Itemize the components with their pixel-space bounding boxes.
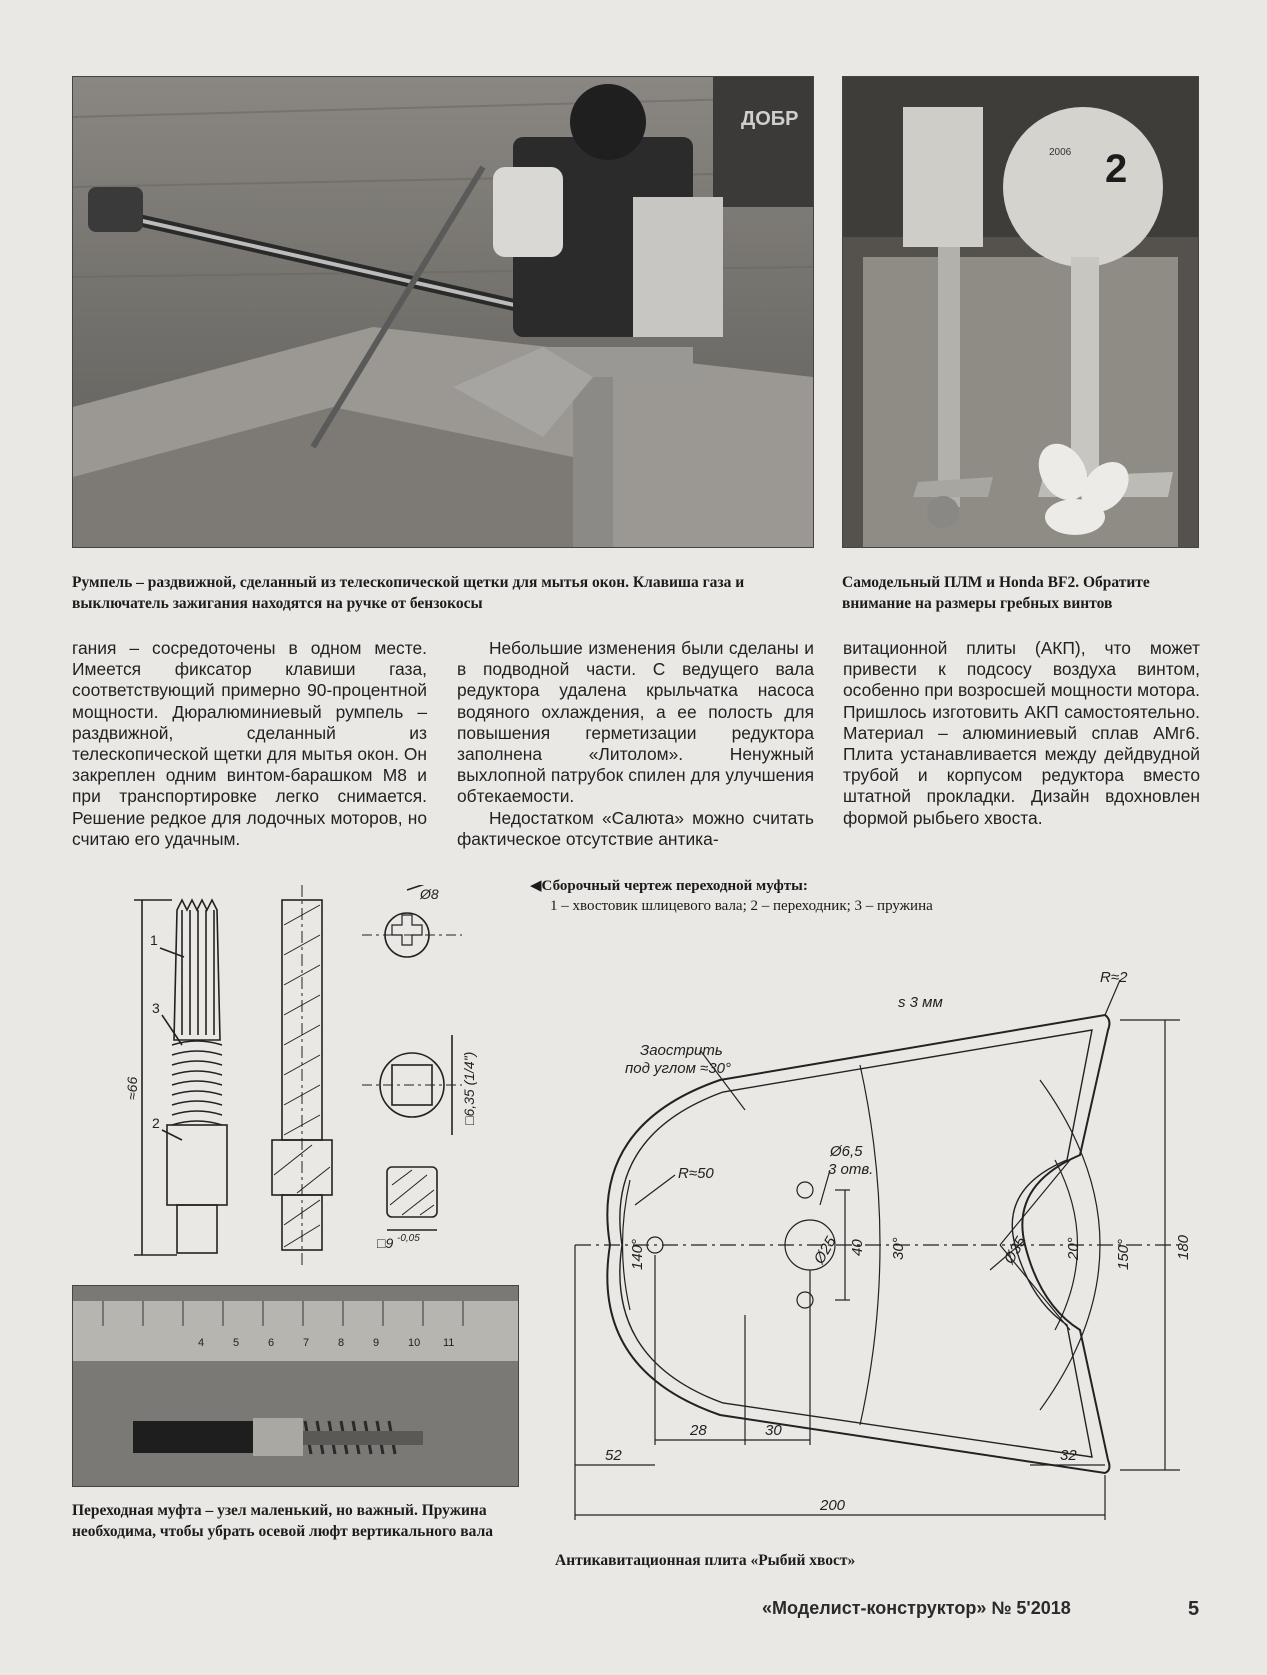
ruler-mark-6: 9 bbox=[373, 1337, 380, 1349]
label-dim-30: 30 bbox=[765, 1422, 782, 1439]
label-angle-nose: 140° bbox=[629, 1238, 646, 1270]
caption-tiller: Румпель – раздвижной, сделанный из телескопической щетки для мытья окон. Клавиша газа и выключатель зажигания находятся на ручке от бензокосы bbox=[72, 574, 745, 612]
label-dim-32: 32 bbox=[1060, 1447, 1077, 1464]
label-dim-28: 28 bbox=[690, 1422, 707, 1439]
poster-text: ДОБР bbox=[741, 108, 799, 130]
part-label-2: 2 bbox=[152, 1115, 160, 1131]
label-dim-52: 52 bbox=[605, 1447, 622, 1464]
cowl-number: 2 bbox=[1105, 147, 1128, 191]
ruler-mark-8: 11 bbox=[443, 1337, 455, 1349]
label-dim-200: 200 bbox=[820, 1497, 846, 1514]
ruler-mark-2: 5 bbox=[233, 1337, 240, 1349]
square-size-label: □6,35 (1/4") bbox=[461, 1051, 477, 1125]
label-height: 180 bbox=[1175, 1234, 1192, 1260]
col1-paragraph: гания – сосредоточены в одном месте. Имеется фиксатор клавиши газа, соответствующий примерно 90-процентной мощности. Дюралюминиевый румпель – раздвижной, сделанный из телескопической щетки для мытья окон. Он закреплен одним винтом-барашком М8 и при транспортировке легко снимается. Решение редкое для лодочных моторов, но считаю его удачным. bbox=[72, 638, 427, 849]
caption-motors: Самодельный ПЛМ и Honda BF2. Обратите внимание на размеры гребных винтов bbox=[842, 574, 1150, 612]
label-angle-30: 30° bbox=[890, 1237, 907, 1260]
col2-paragraph-2: Недостатком «Салюта» можно считать фактическое отсутствие антика- bbox=[457, 807, 814, 849]
assembly-title: Сборочный чертеж переходной муфты: bbox=[541, 878, 808, 894]
cowl-year: 2006 bbox=[1049, 147, 1072, 158]
part-label-3: 3 bbox=[152, 1000, 160, 1016]
caption-coupling: Переходная муфта – узел маленький, но важный. Пружина необходима, чтобы убрать осевой люфт вертикального вала bbox=[72, 1502, 494, 1540]
square-base-label: □9 bbox=[377, 1235, 394, 1251]
col3-paragraph: витационной плиты (АКП), что может привести к подсосу воздуха винтом, особенно при возросшей мощности мотора. Пришлось изготовить АКП самостоятельно. Материал – алюминиевый сплав АМг6. Плита устанавливается между дейдвудной трубой и корпусом редуктора вместо штатной прокладки. Дизайн вдохновлен формой рыбьего хвоста. bbox=[843, 638, 1201, 828]
assembly-drawing bbox=[72, 885, 502, 1275]
photo-coupling bbox=[72, 1285, 519, 1487]
col2-paragraph-1: Небольшие изменения были сделаны и в подводной части. С ведущего вала редуктора удалена крыльчатка насоса водяного охлаждения, а ее полость для повышения герметизации редуктора заполнена «Литолом». Ненужный выхлопной патрубок спилен для улучшения обтекаемости. bbox=[457, 638, 814, 807]
label-angle-20: 20° bbox=[1065, 1237, 1082, 1260]
label-notch-dia: Ø35 bbox=[1000, 1233, 1030, 1267]
assembly-legend: 1 – хвостовик шлицевого вала; 2 – переходник; 3 – пружина bbox=[550, 898, 933, 914]
photo-motors bbox=[842, 76, 1199, 548]
tolerance-label: -0,05 bbox=[397, 1233, 420, 1244]
label-hole-count: 3 отв. bbox=[828, 1161, 874, 1178]
footer-page-number: 5 bbox=[1188, 1598, 1200, 1620]
label-radius-nose: R≈50 bbox=[678, 1165, 714, 1182]
text-column-1 bbox=[72, 638, 427, 850]
plate-drawing bbox=[560, 960, 1200, 1530]
part-label-1: 1 bbox=[150, 932, 158, 948]
photo-motors-illustration bbox=[843, 77, 1198, 547]
label-sharpen-2: под углом ≈30° bbox=[625, 1060, 731, 1077]
label-center-hole: Ø25 bbox=[810, 1233, 840, 1267]
left-triangle-icon: ◀ bbox=[530, 878, 542, 894]
ruler-mark-7: 10 bbox=[408, 1337, 421, 1349]
label-thickness: s 3 мм bbox=[898, 994, 943, 1011]
label-radius-corner: R≈2 bbox=[1100, 969, 1128, 986]
photo-tiller bbox=[72, 76, 814, 548]
footer-journal: «Моделист-конструктор» № 5'2018 bbox=[762, 1598, 1071, 1618]
ruler-mark-5: 8 bbox=[338, 1337, 345, 1349]
photo-coupling-illustration bbox=[73, 1286, 518, 1486]
assembly-figure-title bbox=[530, 876, 1050, 916]
photo-tiller-illustration bbox=[73, 77, 813, 547]
label-hole-spacing: 40 bbox=[849, 1239, 866, 1256]
diameter-label: Ø8 bbox=[420, 886, 439, 902]
label-sharpen-1: Заострить bbox=[640, 1042, 723, 1059]
ruler-mark-1: 4 bbox=[198, 1337, 205, 1349]
length-label: ≈66 bbox=[124, 1076, 140, 1100]
ruler-mark-3: 6 bbox=[268, 1337, 275, 1349]
caption-plate: Антикавитационная плита «Рыбий хвост» bbox=[555, 1552, 856, 1569]
label-hole-dia: Ø6,5 bbox=[830, 1143, 863, 1160]
ruler-mark-4: 7 bbox=[303, 1337, 310, 1349]
text-column-2 bbox=[457, 638, 814, 850]
label-angle-150: 150° bbox=[1115, 1238, 1132, 1270]
text-column-3 bbox=[843, 638, 1200, 829]
